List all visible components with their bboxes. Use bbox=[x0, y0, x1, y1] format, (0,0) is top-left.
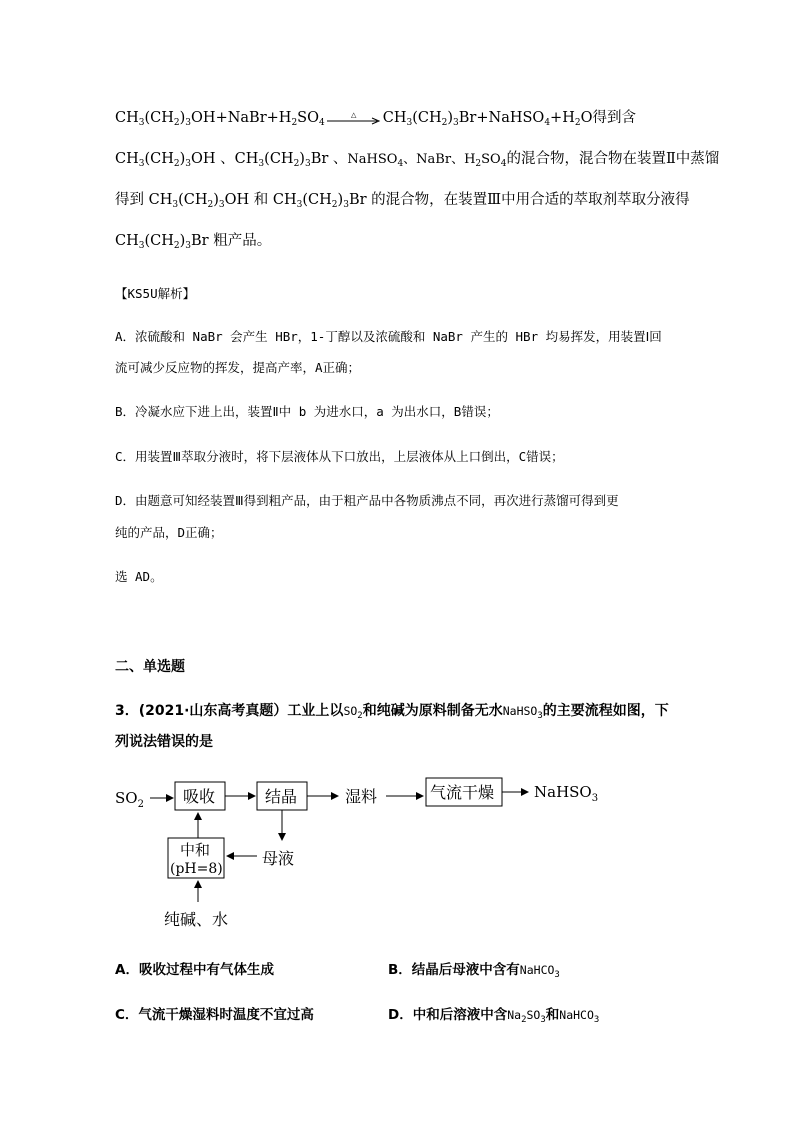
question-line1: 3．(2021·山东高考真题）工业上以$SO_2$和纯碱为原料制备无水NaHSO$_3$的主要流程如图，下 bbox=[115, 703, 669, 721]
so2-label: $SO_2$ bbox=[115, 789, 144, 810]
wet-material-label: 湿料 bbox=[345, 787, 378, 806]
reaction-distill-line: 得到 $CH_3(CH_2)_3OH$ 和 $CH_3(CH_2)_3Br$ 的混合物，在装置Ⅲ中用合适的萃取剂萃取分液得 bbox=[115, 192, 690, 210]
absorb-label: 吸收 bbox=[183, 787, 216, 806]
analysis-header: 【KS5U解析】 bbox=[115, 286, 196, 301]
process-flow-diagram bbox=[110, 770, 630, 940]
option-d[interactable]: D．中和后溶液中含$Na_2SO_3$和NaHCO$_3$ bbox=[388, 1007, 600, 1025]
heat-arrow bbox=[325, 111, 383, 125]
section-title: 二、单选题 bbox=[115, 659, 185, 675]
option-c[interactable]: C．气流干燥湿料时温度不宜过高 bbox=[115, 1007, 314, 1023]
equation: $CH_3(CH_2)_3OH+NaBr+H_2SO_4$ △ $CH_3(CH_2)_3Br+NaHSO_4+H_2O$ bbox=[115, 110, 593, 128]
mixture-formulas: $CH_3(CH_2)_3OH$ 、$CH_3(CH_2)_3Br$ 、NaHSO$_4$、NaBr、$H_2SO_4$ bbox=[115, 151, 507, 169]
reaction-product-line: $CH_3(CH_2)_3Br$ 粗产品。 bbox=[115, 233, 272, 251]
option-b[interactable]: B．结晶后母液中含有NaHCO$_3$ bbox=[388, 962, 560, 980]
analysis-option-d-line1: D．由题意可知经装置Ⅲ得到粗产品，由于粗产品中各物质沸点不同，再次进行蒸馏可得到更 bbox=[115, 493, 619, 508]
mother-liquor-label: 母液 bbox=[262, 849, 295, 868]
reaction-equation-line: $CH_3(CH_2)_3OH+NaBr+H_2SO_4$ △ $CH_3(CH_2)_3Br+NaHSO_4+H_2O$得到含 bbox=[115, 110, 636, 128]
inputs-label: 纯碱、水 bbox=[164, 910, 229, 929]
option-a[interactable]: A．吸收过程中有气体生成 bbox=[115, 962, 274, 978]
analysis-option-a-line2: 流可减少反应物的挥发，提高产率，A正确； bbox=[115, 360, 361, 375]
analysis-option-d-line2: 纯的产品，D正确； bbox=[115, 525, 223, 540]
ph-label: (pH=8) bbox=[170, 861, 223, 877]
neutralize-label: 中和 bbox=[180, 841, 211, 859]
product-label: NaHSO$_3$ bbox=[534, 783, 599, 804]
analysis-option-a-line1: A．浓硫酸和 NaBr 会产生 HBr，1-丁醇以及浓硫酸和 NaBr 产生的 HBr 均易挥发，用装置Ⅰ回 bbox=[115, 329, 662, 344]
reaction-mixture-line: $CH_3(CH_2)_3OH$ 、$CH_3(CH_2)_3Br$ 、NaHSO$_4$、NaBr、$H_2SO_4$的混合物，混合物在装置Ⅱ中蒸馏 bbox=[115, 151, 720, 169]
airflow-dry-label: 气流干燥 bbox=[430, 783, 495, 802]
analysis-option-c: C．用装置Ⅲ萃取分液时，将下层液体从下口放出，上层液体从上口倒出，C错误； bbox=[115, 449, 564, 464]
svg-text:△: △ bbox=[350, 111, 357, 119]
question-line2: 列说法错误的是 bbox=[115, 734, 213, 750]
analysis-option-b: B．冷凝水应下进上出，装置Ⅱ中 b 为进水口，a 为出水口，B错误； bbox=[115, 404, 499, 419]
analysis-answer: 选 AD。 bbox=[115, 569, 163, 584]
crystallize-label: 结晶 bbox=[265, 787, 298, 806]
